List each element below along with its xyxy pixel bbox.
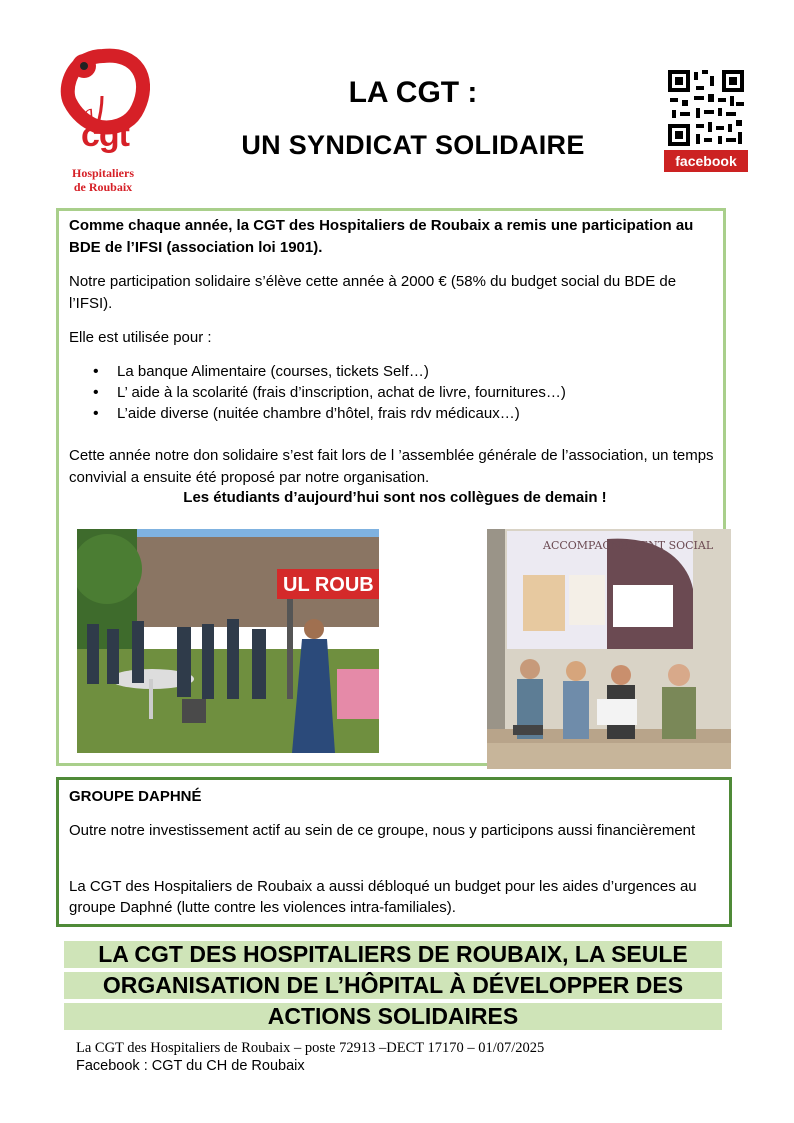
list-item: • La banque Alimentaire (courses, tickets Self…) (69, 361, 709, 382)
logo-la-text: la (73, 100, 98, 128)
uses-list (69, 361, 709, 424)
facebook-label: facebook (664, 150, 748, 172)
banner-line2: ORGANISATION DE L’HÔPITAL À DÉVELOPPER DES (102, 972, 684, 998)
qr-code-icon (666, 68, 746, 148)
section2-budget: La CGT des Hospitaliers de Roubaix a aussi débloqué un budget pour les aides d’urgences au groupe Daphné (lutte contre les violences intra-familiales). (69, 878, 697, 916)
photo2-slide-title: ACCOMPAGNEMENT SOCIAL (543, 539, 714, 552)
solidarity-section (56, 208, 726, 766)
section1-uses-title: Elle est utilisée pour : (69, 329, 212, 346)
outdoor-gathering-photo (77, 529, 379, 753)
closing-banner (64, 940, 722, 1030)
daphne-section (56, 777, 732, 927)
page-title-line2: UN SYNDICAT SOLIDAIRE (241, 130, 585, 160)
page-title-line1: LA CGT : (348, 76, 478, 109)
section1-amount: Notre participation solidaire s’élève cette année à 2000 € (58% du budget social du BDE de l’IFSI). (69, 273, 677, 312)
section1-closing: Cette année notre don solidaire s’est fait lors de l ’assemblée générale de l’association, un temps convivial a ensuite été proposé par notre organisation. (69, 447, 714, 486)
section2-heading: GROUPE DAPHNÉ (69, 788, 202, 805)
section2-investment: Outre notre investissement actif au sein de ce groupe, nous y participons aussi financièrement (69, 822, 696, 839)
footer-contact: La CGT des Hospitaliers de Roubaix – poste 72913 –DECT 17170 – 01/07/2025 (76, 1040, 545, 1056)
facebook-qr-code[interactable] (664, 68, 748, 174)
section1-slogan: Les étudiants d’aujourd’hui sont nos collègues de demain ! (183, 489, 607, 506)
banner-line1: LA CGT DES HOSPITALIERS DE ROUBAIX, LA SEULE (98, 941, 688, 967)
logo-line1: Hospitaliers (72, 166, 134, 180)
photo1-banner-text: UL ROUB (283, 574, 374, 596)
section1-intro: Comme chaque année, la CGT des Hospitaliers de Roubaix a remis une participation au BDE de l’IFSI (association loi 1901). (69, 217, 694, 256)
presentation-photo (487, 529, 731, 769)
logo-line2: de Roubaix (73, 180, 133, 194)
list-item: • L’aide diverse (nuitée chambre d’hôtel, frais rdv médicaux…) (69, 403, 709, 424)
list-item: • L’ aide à la scolarité (frais d’inscription, achat de livre, fournitures…) (69, 382, 709, 403)
footer-facebook: Facebook : CGT du CH de Roubaix (76, 1058, 305, 1074)
logo-cgt-text: cgt (81, 116, 129, 154)
cgt-logo (56, 48, 150, 196)
banner-line3: ACTIONS SOLIDAIRES (267, 1003, 519, 1029)
